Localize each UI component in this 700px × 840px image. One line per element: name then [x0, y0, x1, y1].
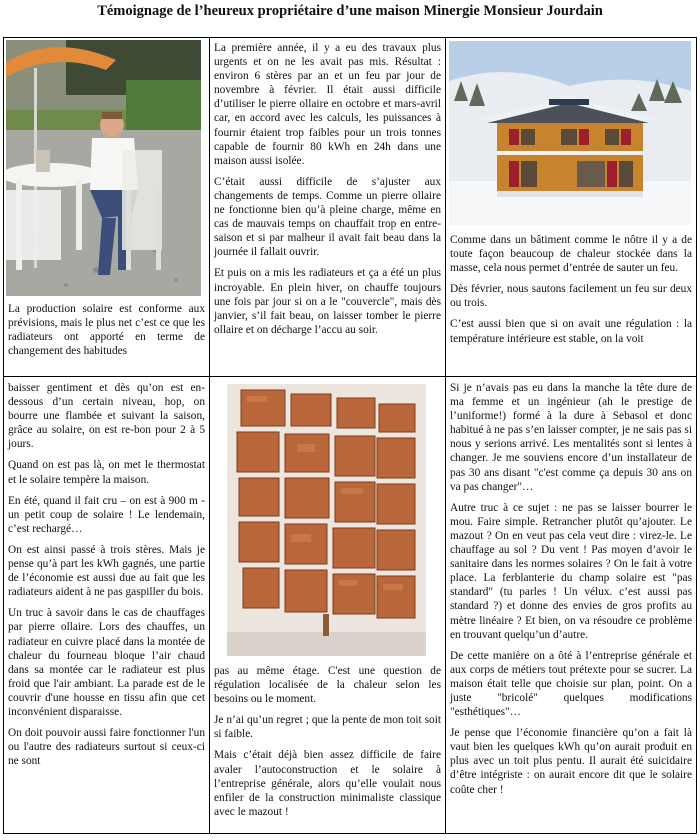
paragraph: Mais c’était déjà bien assez difficile de faire avaler l’autoconstruction et le solaire à l’entreprise générale, alors qu’elle voulait nous enfiler de la construction minimaliste classique avec le mazout !: [214, 749, 441, 818]
text-heat-storage: [446, 225, 696, 346]
paragraph: De cette manière on a ôté à l’entreprise générale et aux corps de métiers tout prétexte pour se sucrer. La maison était telle que choisie sur plan, point. On a juste "bricolé" quelques modifications "esthétiques"…: [450, 649, 692, 719]
paragraph: C’était aussi difficile de s’ajuster aux changements de temps. Comme un pierre ollaire ne fonctionne bien qu’à pleine charge, même en cas de mauvais temps on chauffait trop en entre-saison et si par malheur il avait fait beau dans la journée il fallait ouvrir.: [214, 175, 441, 259]
paragraph: Je pense que l’économie financière qu’on a fait là vaut bien les quelques kWh qu’on aurait produit en plus avec un toit plus pentu. Il aurait été suicidaire d’être intégriste : on aurait encore dit que le solaire coûte cher !: [450, 727, 692, 796]
caption-text: La production solaire est conforme aux prévisions, mais le plus net c’est ce que les radiateurs ont apporté en terme de changement des habitudes: [8, 303, 205, 358]
paragraph: pas au même étage. C'est une question de régulation localisée de la chaleur selon les besoins ou le moment.: [214, 665, 441, 706]
paragraph: Un truc à savoir dans le cas de chauffages par pierre ollaire. Lors des chauffes, un radiateur en cuivre placé dans la montée de chaleur du fourneau bloque l’air chaud dans sa montée car le radiateur est plus froid que l'air ambiant. La parade est de le couvrir d'une housse en tissu afin que cet inconvénient disparaisse.: [8, 607, 205, 718]
text-local-regulation: [210, 656, 445, 819]
cell-mentalities: [446, 377, 696, 833]
cell-first-year: [210, 38, 445, 376]
photo-owner-terrace: [6, 40, 201, 296]
cell-photo-house: [446, 38, 696, 376]
paragraph: C’est aussi bien que si on avait une régulation : la température intérieure est stable, on la voit: [450, 318, 692, 345]
paragraph: baisser gentiment et dès qu’on est en-dessous d’un certain niveau, hop, on bourre une flambée et suivant la saison, grâce au solaire, on est re-bon pour 2 à 5 jours.: [8, 382, 205, 451]
paragraph: Si je n’avais pas eu dans la manche la tête dure de ma femme et un ingénieur (ah le prestige de l’uniforme!) formé à la dure à Sebasol et donc habitué à ne pas s’en laisser compter, je ne sais pas si nous y serions arrivé. Les mentalités sont si lentes à changer. Je me souviens encore d’un installateur de pas 30 ans disant "c'est comme ça depuis 30 ans on va pas changer"…: [450, 382, 692, 493]
photo-minergie-house-snow: [449, 41, 691, 225]
page-title: Témoignage de l’heureux propriétaire d’une maison Minergie Monsieur Jourdain: [97, 3, 603, 19]
caption-solar-production: [4, 296, 209, 358]
paragraph: On doit pouvoir aussi faire fonctionner l'un ou l'autre des radiateurs surtout si ceux-ci ne sont: [8, 727, 205, 768]
paragraph: La première année, il y a eu des travaux plus urgents et on ne les avait pas mis. Résultat : environ 6 stères par an et un feu par jour de novembre à février. Il était aussi difficile d’utiliser le pierre ollaire en octobre et mars-avril car, en accord avec les calculs, les puissances à fournir étaient trop faibles pour un trois tonnes capable de fournir 80 kWh en 24h dans une maison aussi isolée.: [214, 42, 441, 167]
paragraph: En été, quand il fait cru – on est à 900 m - un petit coup de solaire ! Le lendemain, c’est rechargé…: [8, 494, 205, 535]
paragraph: Je n’ai qu’un regret ; que la pente de mon toit soit si faible.: [214, 714, 441, 741]
cell-regulation: [4, 377, 209, 833]
article-grid: [3, 37, 697, 834]
photo-copper-radiators: [227, 384, 426, 656]
paragraph: Et puis on a mis les radiateurs et ça a été un plus incroyable. En plein hiver, on chauffe toujours une fois par jour si on a le "couvercle", mais dès janvier, s’il fait beau, on laisser tomber le pierre ollaire et on décharge l’accu au soir.: [214, 267, 441, 336]
paragraph: Autre truc à ce sujet : ne pas se laisser bourrer le mou. Faire simple. Retrancher plutôt qu’ajouter. Le mazout ? On en veut pas cela veut dire : virez-le. Le chauffage au sol ? Du vent ! Pas moyen d’avoir le sanitaire dans les normes solaires ? On le fait à votre place. La ferblanterie du champ solaire est "pas standard" (tu parles ! Un vélux. c’est aussi pas standard ?) et donne des envies de gros profits au mètre linéaire ? Et bien, on va résoudre ce problème en trouvant quelqu’un d’autre.: [450, 501, 692, 641]
cell-photo-radiators: [210, 377, 445, 833]
paragraph: Dès février, nous sautons facilement un feu sur deux ou trois.: [450, 283, 692, 310]
paragraph: Quand on est pas là, on met le thermostat et le solaire tempère la maison.: [8, 459, 205, 486]
paragraph: On est ainsi passé à trois stères. Mais je pense qu’à part les kWh gagnés, une partie de l’économie est aussi due au fait que les radiateurs aident à ne pas gaspiller du bois.: [8, 543, 205, 599]
cell-photo-owner: [4, 38, 209, 376]
paragraph: Comme dans un bâtiment comme le nôtre il y a de toute façon beaucoup de chaleur stockée dans la masse, cela nous permet d’entrée de sauter un feu.: [450, 234, 692, 275]
